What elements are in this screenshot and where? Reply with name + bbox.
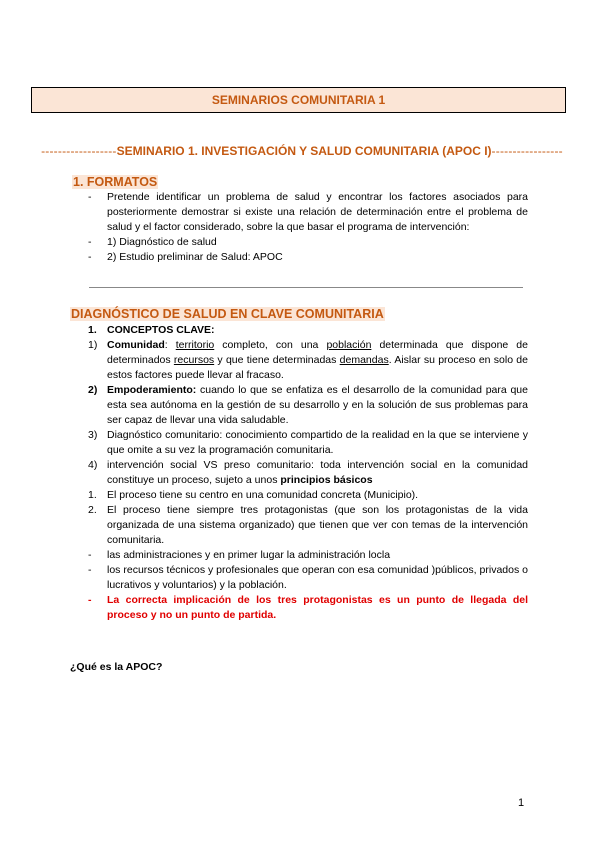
list-marker: 1.	[88, 324, 97, 336]
horizontal-divider	[89, 287, 523, 288]
list-item-principio	[88, 503, 528, 548]
red-note-text: La correcta implicación de los tres protagonistas es un punto de llegada del proceso y no un punto de partida.	[107, 594, 528, 621]
term-poblacion: población	[326, 339, 372, 351]
text-fragment: :	[164, 339, 176, 351]
list-marker: -	[88, 191, 92, 203]
list-marker: 2)	[88, 384, 98, 396]
question-heading: ¿Qué es la APOC?	[70, 661, 163, 673]
list-item	[88, 548, 528, 563]
list-item-text	[107, 338, 528, 383]
list-item	[88, 563, 528, 593]
list-item-intervencion	[88, 458, 528, 488]
list-item-principio	[88, 488, 528, 503]
list-marker: 1.	[88, 489, 97, 501]
list-item-red-note	[88, 593, 528, 623]
list-marker: -	[88, 594, 92, 606]
list-item-text	[107, 383, 528, 428]
seminar-title: SEMINARIO 1. INVESTIGACIÓN Y SALUD COMUNITARIA (APOC I)	[116, 144, 492, 158]
list-item	[88, 190, 528, 235]
list-item-comunidad	[88, 338, 528, 383]
list-item-text: 2) Estudio preliminar de Salud: APOC	[107, 251, 283, 263]
text-fragment: cuando lo que se enfatiza es el desarrollo de la comunidad para que esta sea autónoma en la gestión de su desarrollo y en la solución de sus problemas para ser capaz de llevar una vida saludable.	[107, 384, 528, 426]
list-marker: -	[88, 251, 92, 263]
list-item-text: Pretende identificar un problema de salud y encontrar los factores asociados para posteriormente demostrar si existe una relación de determinación entre el problema de salud y el factor considerado, sobre la que basar el programa de intervención:	[107, 191, 528, 233]
conceptos-heading	[88, 323, 528, 338]
section-heading-formatos: 1. FORMATOS	[73, 175, 158, 189]
text-fragment: y que tiene determinadas	[214, 354, 340, 366]
term-empoderamiento: Empoderamiento:	[107, 384, 197, 396]
diagnostico-list	[88, 323, 528, 623]
section-heading-diagnostico: DIAGNÓSTICO DE SALUD EN CLAVE COMUNITARIA	[71, 307, 384, 321]
text-fragment: determinada que dispone de determinados	[107, 339, 528, 366]
list-item	[88, 250, 528, 265]
term-recursos: recursos	[173, 354, 215, 366]
list-marker: -	[88, 549, 92, 561]
text-fragment: intervención social VS preso comunitario: toda intervención social en la comunidad constituye un proceso, sujeto a unos	[107, 459, 528, 486]
list-item-diagnostico	[88, 428, 528, 458]
formatos-list	[88, 190, 528, 265]
list-item-text: El proceso tiene su centro en una comunidad concreta (Municipio).	[107, 489, 419, 501]
term-territorio: territorio	[175, 339, 215, 351]
term-principios-basicos: principios básicos	[280, 474, 373, 486]
seminar-title-line	[34, 144, 570, 158]
term-comunidad: Comunidad	[107, 339, 165, 351]
list-marker: -	[88, 564, 92, 576]
list-marker: 1)	[88, 339, 98, 351]
text-fragment: completo, con una	[214, 339, 327, 351]
page-number: 1	[518, 797, 525, 809]
list-item-text	[107, 458, 528, 488]
list-item-text: El proceso tiene siempre tres protagonistas (que son los protagonistas de la vida organizada de una sistema organizado) que tienen que ver con temas de la intervención comunitaria.	[107, 504, 528, 546]
list-item-empoderamiento	[88, 383, 528, 428]
list-item-text: 1) Diagnóstico de salud	[107, 236, 217, 248]
list-marker: 3)	[88, 429, 98, 441]
list-marker: -	[88, 236, 92, 248]
list-marker: 4)	[88, 459, 98, 471]
page-header-title: SEMINARIOS COMUNITARIA 1	[31, 87, 566, 113]
seminar-dashes-left: ------------------	[41, 144, 117, 158]
list-item-text: las administraciones y en primer lugar la administración locla	[107, 549, 391, 561]
list-item-text: los recursos técnicos y profesionales que operan con esa comunidad )públicos, privados o lucrativos y voluntarios) y la población.	[107, 564, 528, 591]
conceptos-label: CONCEPTOS CLAVE:	[107, 324, 215, 336]
list-item	[88, 235, 528, 250]
list-marker: 2.	[88, 504, 97, 516]
text-fragment: . Aislar su proceso en solo de estos factores puede llevar al fracaso.	[107, 354, 528, 381]
list-item-text: Diagnóstico comunitario: conocimiento compartido de la realidad en la que se interviene y que omite a su vez la programación comunitaria.	[107, 429, 528, 456]
seminar-dashes-right: -----------------	[491, 144, 563, 158]
term-demandas: demandas	[339, 354, 389, 366]
